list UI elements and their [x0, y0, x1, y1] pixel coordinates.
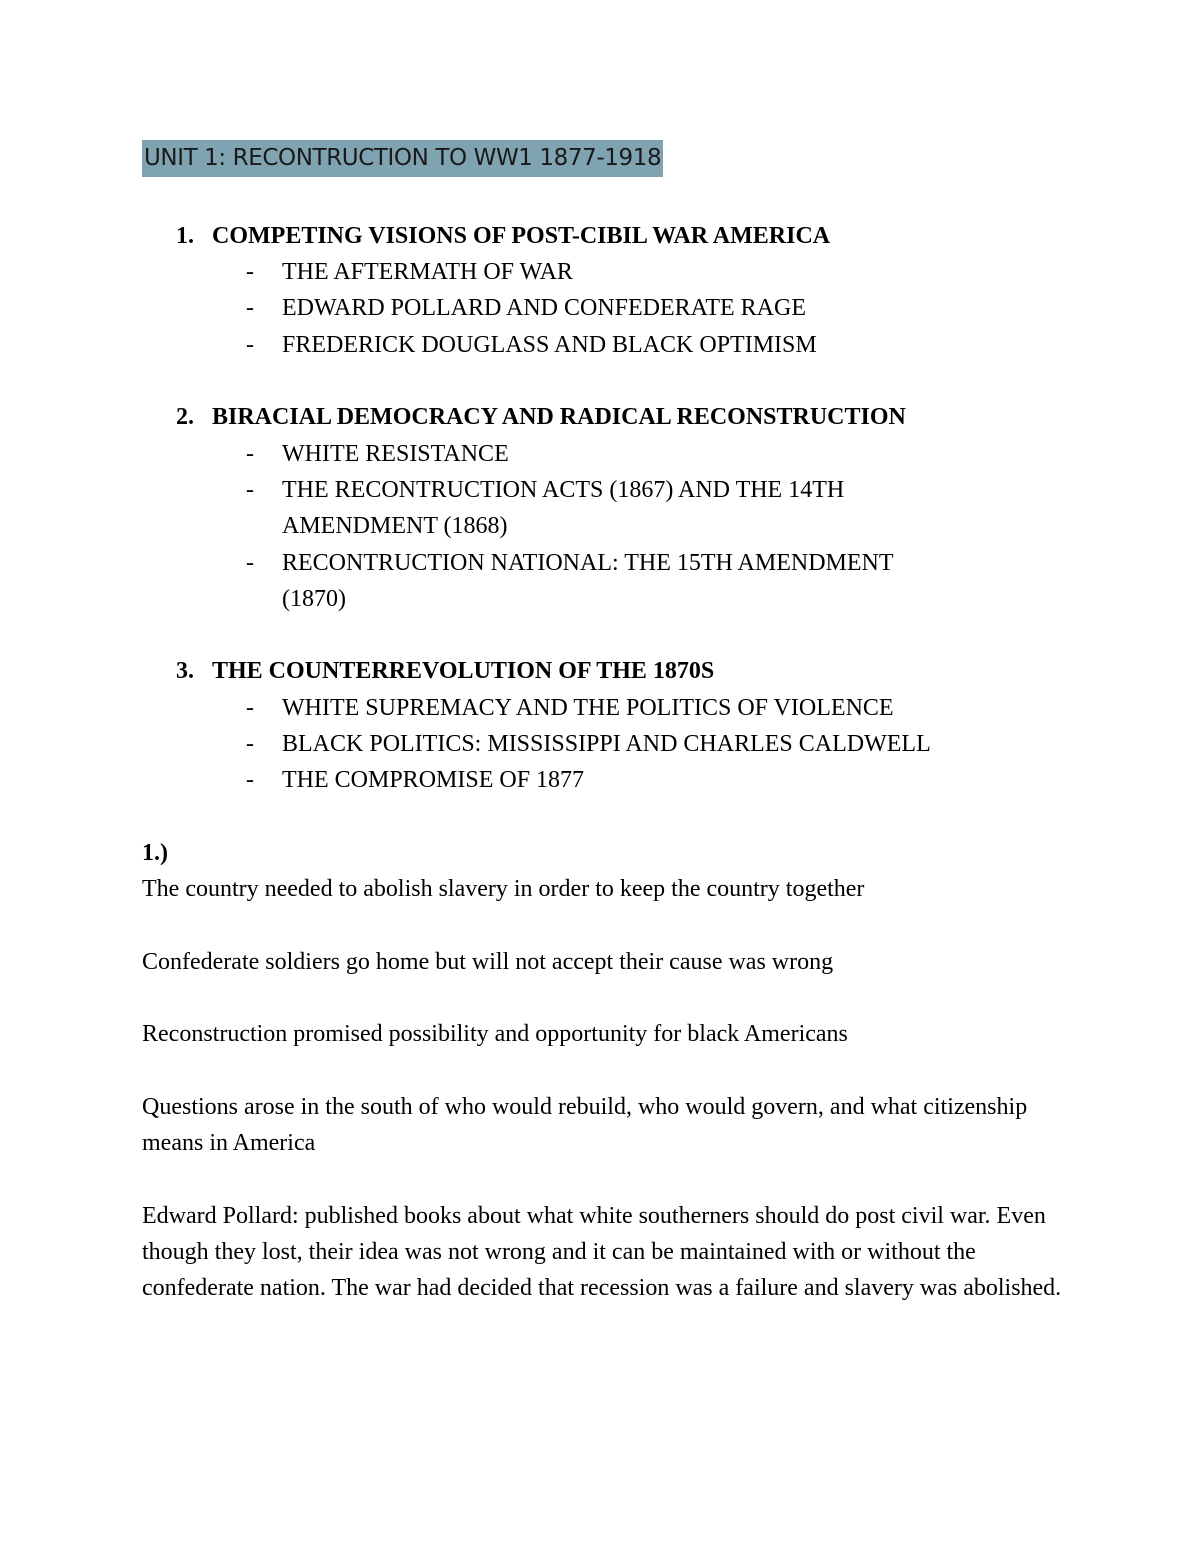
outline-item-text: THE AFTERMATH OF WAR: [282, 259, 573, 285]
outline-item: [246, 690, 894, 726]
outline-item: [246, 254, 573, 290]
outline-item-text: THE COMPROMISE OF 1877: [282, 767, 585, 793]
bullet-dash: -: [246, 259, 254, 285]
outline-item-text: FREDERICK DOUGLASS AND BLACK OPTIMISM: [282, 332, 817, 358]
bullet-dash: -: [246, 295, 254, 321]
outline-item-text: EDWARD POLLARD AND CONFEDERATE RAGE: [282, 295, 807, 321]
outline-item-text: BLACK POLITICS: MISSISSIPPI AND CHARLES CALDWELL: [282, 731, 931, 757]
outline-item-text: WHITE SUPREMACY AND THE POLITICS OF VIOLENCE: [282, 695, 894, 721]
bullet-dash: -: [246, 477, 254, 503]
outline-item: [246, 726, 931, 762]
notes-paragraph: Reconstruction promised possibility and opportunity for black Americans: [142, 1021, 848, 1047]
outline-heading-text: COMPETING VISIONS OF POST-CIBIL WAR AMERICA: [212, 223, 831, 249]
outline-number: 1.: [176, 223, 194, 249]
outline-item: [246, 762, 584, 798]
outline-heading-3: [176, 653, 714, 689]
outline-number: 2.: [176, 404, 194, 430]
outline-item: [246, 290, 806, 326]
outline-heading-text: THE COUNTERREVOLUTION OF THE 1870S: [212, 658, 715, 684]
bullet-dash: -: [246, 332, 254, 358]
outline-item: [246, 472, 844, 508]
outline-item-continuation: (1870): [282, 586, 346, 612]
bullet-dash: -: [246, 550, 254, 576]
outline-item: [246, 327, 817, 363]
bullet-dash: -: [246, 441, 254, 467]
outline-item-text: WHITE RESISTANCE: [282, 441, 509, 467]
outline-item-text: RECONTRUCTION NATIONAL: THE 15TH AMENDMENT: [282, 550, 894, 576]
outline-heading-2: [176, 399, 906, 435]
notes-paragraph: The country needed to abolish slavery in order to keep the country together: [142, 876, 865, 902]
notes-paragraph: Confederate soldiers go home but will not accept their cause was wrong: [142, 949, 834, 975]
outline-item: [246, 436, 509, 472]
outline-item-text: THE RECONTRUCTION ACTS (1867) AND THE 14TH: [282, 477, 845, 503]
outline-heading-text: BIRACIAL DEMOCRACY AND RADICAL RECONSTRUCTION: [212, 404, 906, 430]
bullet-dash: -: [246, 695, 254, 721]
outline-item: [246, 545, 894, 581]
outline-number: 3.: [176, 658, 194, 684]
notes-paragraph: Questions arose in the south of who would rebuild, who would govern, and what citizenship means in America: [142, 1094, 1028, 1156]
notes-paragraph: Edward Pollard: published books about what white southerners should do post civil war. Even though they lost, their idea was not wrong and it can be maintained with or without the confederate nation. The war had decided that recession was a failure and slavery was abolished.: [142, 1203, 1062, 1301]
page-title: UNIT 1: RECONTRUCTION TO WW1 1877-1918: [142, 140, 663, 177]
bullet-dash: -: [246, 731, 254, 757]
outline-heading-1: [176, 218, 830, 254]
notes-label: 1.): [142, 840, 168, 866]
bullet-dash: -: [246, 767, 254, 793]
outline-item-continuation: AMENDMENT (1868): [282, 513, 508, 539]
